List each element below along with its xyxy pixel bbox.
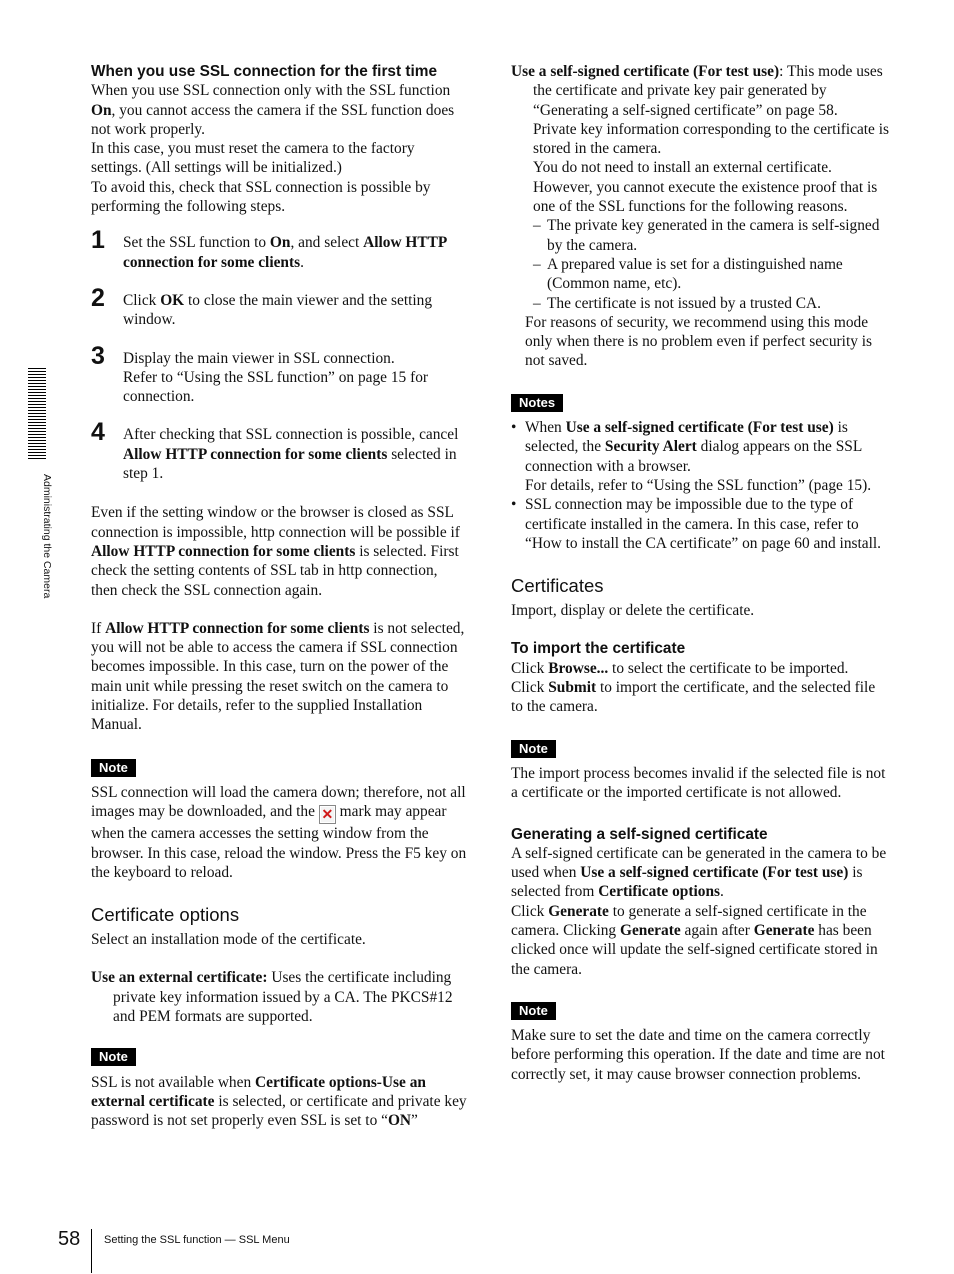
step-number: 1 bbox=[91, 226, 105, 255]
paragraph-even-if: Even if the setting window or the browser is closed as SSL connection is impossible, http connection will be possible if Allow HTTP connection for some clients is selected. First check the setting contents of SSL tab in http connection, then check the SSL connection again. bbox=[91, 504, 460, 599]
import-submit-instruction: Click Submit to import the certificate, and the selected file to the camera. bbox=[511, 679, 876, 716]
close-mark-icon: ✕ bbox=[319, 805, 336, 824]
intro-paragraph-2: In this case, you must reset the camera to the factory settings. (All settings will be initialized.) bbox=[91, 140, 415, 177]
step-2: 2 Click OK to close the main viewer and the setting window. bbox=[91, 283, 433, 329]
note-import-invalid: The import process becomes invalid if the selected file is not a certificate or the imported certificate is not allowed. bbox=[511, 764, 886, 802]
notes-label: Notes bbox=[511, 394, 563, 412]
certificate-options-text: Select an installation mode of the certificate. bbox=[91, 931, 366, 949]
note-label: Note bbox=[91, 1048, 136, 1066]
self-signed-existence-proof: You do not need to install an external certificate. However, you cannot execute the existence proof that is one of the SSL functions for the following reasons. bbox=[533, 159, 878, 216]
use-external-certificate-item: Use an external certificate: Uses the certificate including private key information issued by a CA. The PKCS#12 and PEM formats are supported. bbox=[91, 969, 453, 1025]
section-side-label: Administrating the Camera bbox=[41, 474, 53, 599]
left-column bbox=[91, 62, 467, 1130]
ssl-first-time-heading: When you use SSL connection for the first time bbox=[91, 63, 438, 80]
section-index-tab bbox=[28, 368, 46, 460]
step-number: 4 bbox=[91, 418, 105, 447]
certificates-text: Import, display or delete the certificate. bbox=[511, 602, 755, 620]
reason-item: – The private key generated in the camera is self-signed by the camera. bbox=[533, 217, 880, 254]
step-3: 3 Display the main viewer in SSL connection. Refer to “Using the SSL function” on page 15 for connection. bbox=[91, 341, 429, 406]
intro-paragraph-3: To avoid this, check that SSL connection is possible by performing the following steps. bbox=[91, 178, 431, 216]
reason-item: – A prepared value is set for a distinguished name (Common name, etc). bbox=[533, 255, 843, 293]
security-recommendation: For reasons of security, we recommend using this mode only when there is no problem even if perfect security is not saved. bbox=[525, 313, 873, 370]
import-browse-instruction: Click Browse... to select the certificate to be imported. bbox=[511, 659, 849, 677]
step-number: 2 bbox=[91, 283, 105, 312]
note-ssl-load: SSL connection will load the camera down; therefore, not all images may be downloaded, and the ✕ mark may appear when the camera accesses the setting window from the browser. In this case, reload the window. Press the F5 key on the keyboard to reload. bbox=[91, 783, 467, 881]
footer-divider bbox=[91, 1229, 92, 1273]
footer-title: Setting the SSL function — SSL Menu bbox=[104, 1234, 290, 1246]
right-column bbox=[511, 62, 889, 1084]
certificate-options-heading: Certificate options bbox=[91, 904, 240, 926]
generate-instruction: Click Generate to generate a self-signed certificate in the camera. Clicking Generate again after Generate has been clicked once will update the self-signed certificate stored in the camera. bbox=[511, 902, 878, 978]
note-label: Note bbox=[91, 759, 136, 777]
notes-bullet-2: • SSL connection may be impossible due to the type of certificate installed in the camera. In this case, refer to “How to install the CA certificate” on page 60 and install. bbox=[511, 496, 882, 552]
note-label: Note bbox=[511, 740, 556, 758]
self-signed-private-key: Private key information corresponding to the certificate is stored in the camera. bbox=[533, 120, 890, 158]
notes-bullet-1: • When Use a self-signed certificate (For test use) is selected, the Security Alert dialog appears on the SSL connection with a browser. For details, refer to “Using the SSL function” (page 15). bbox=[511, 419, 872, 494]
certificates-heading: Certificates bbox=[511, 575, 604, 597]
import-heading: To import the certificate bbox=[511, 640, 686, 658]
generate-heading: Generating a self-signed certificate bbox=[511, 825, 768, 843]
note-ssl-unavailable: SSL is not available when Certificate options-Use an external certificate is selected, or certificate and private key password is not set properly even SSL is set to “ON” bbox=[91, 1073, 467, 1130]
reason-item: – The certificate is not issued by a trusted CA. bbox=[533, 294, 821, 312]
paragraph-if-not-selected: If Allow HTTP connection for some clients is not selected, you will not be able to access the camera if SSL connection becomes impossible. In this case, turn on the power of the main unit while pressing the reset switch on the camera to initialize. For details, refer to the supplied Installation Manual. bbox=[91, 619, 465, 734]
step-number: 3 bbox=[91, 341, 105, 370]
self-signed-item: Use a self-signed certificate (For test use): This mode uses the certificate and private key pair generated by “Generating a self-signed certificate” on page 58. bbox=[511, 63, 883, 119]
step-4: 4 After checking that SSL connection is possible, cancel Allow HTTP connection for some clients selected in step 1. bbox=[91, 418, 459, 483]
note-date-time: Make sure to set the date and time on the camera correctly before performing this operation. If the date and time are not correctly set, it may cause browser connection problems. bbox=[511, 1027, 885, 1083]
page-number: 58 bbox=[58, 1228, 81, 1250]
intro-paragraph-1: When you use SSL connection only with the SSL function On, you cannot access the camera if the SSL function does not work properly. bbox=[91, 82, 455, 138]
step-1: 1 Set the SSL function to On, and select Allow HTTP connection for some clients. bbox=[91, 226, 447, 271]
note-label: Note bbox=[511, 1002, 556, 1020]
generate-intro: A self-signed certificate can be generated in the camera to be used when Use a self-signed certificate (For test use) is selected from Certificate options. bbox=[511, 844, 887, 901]
